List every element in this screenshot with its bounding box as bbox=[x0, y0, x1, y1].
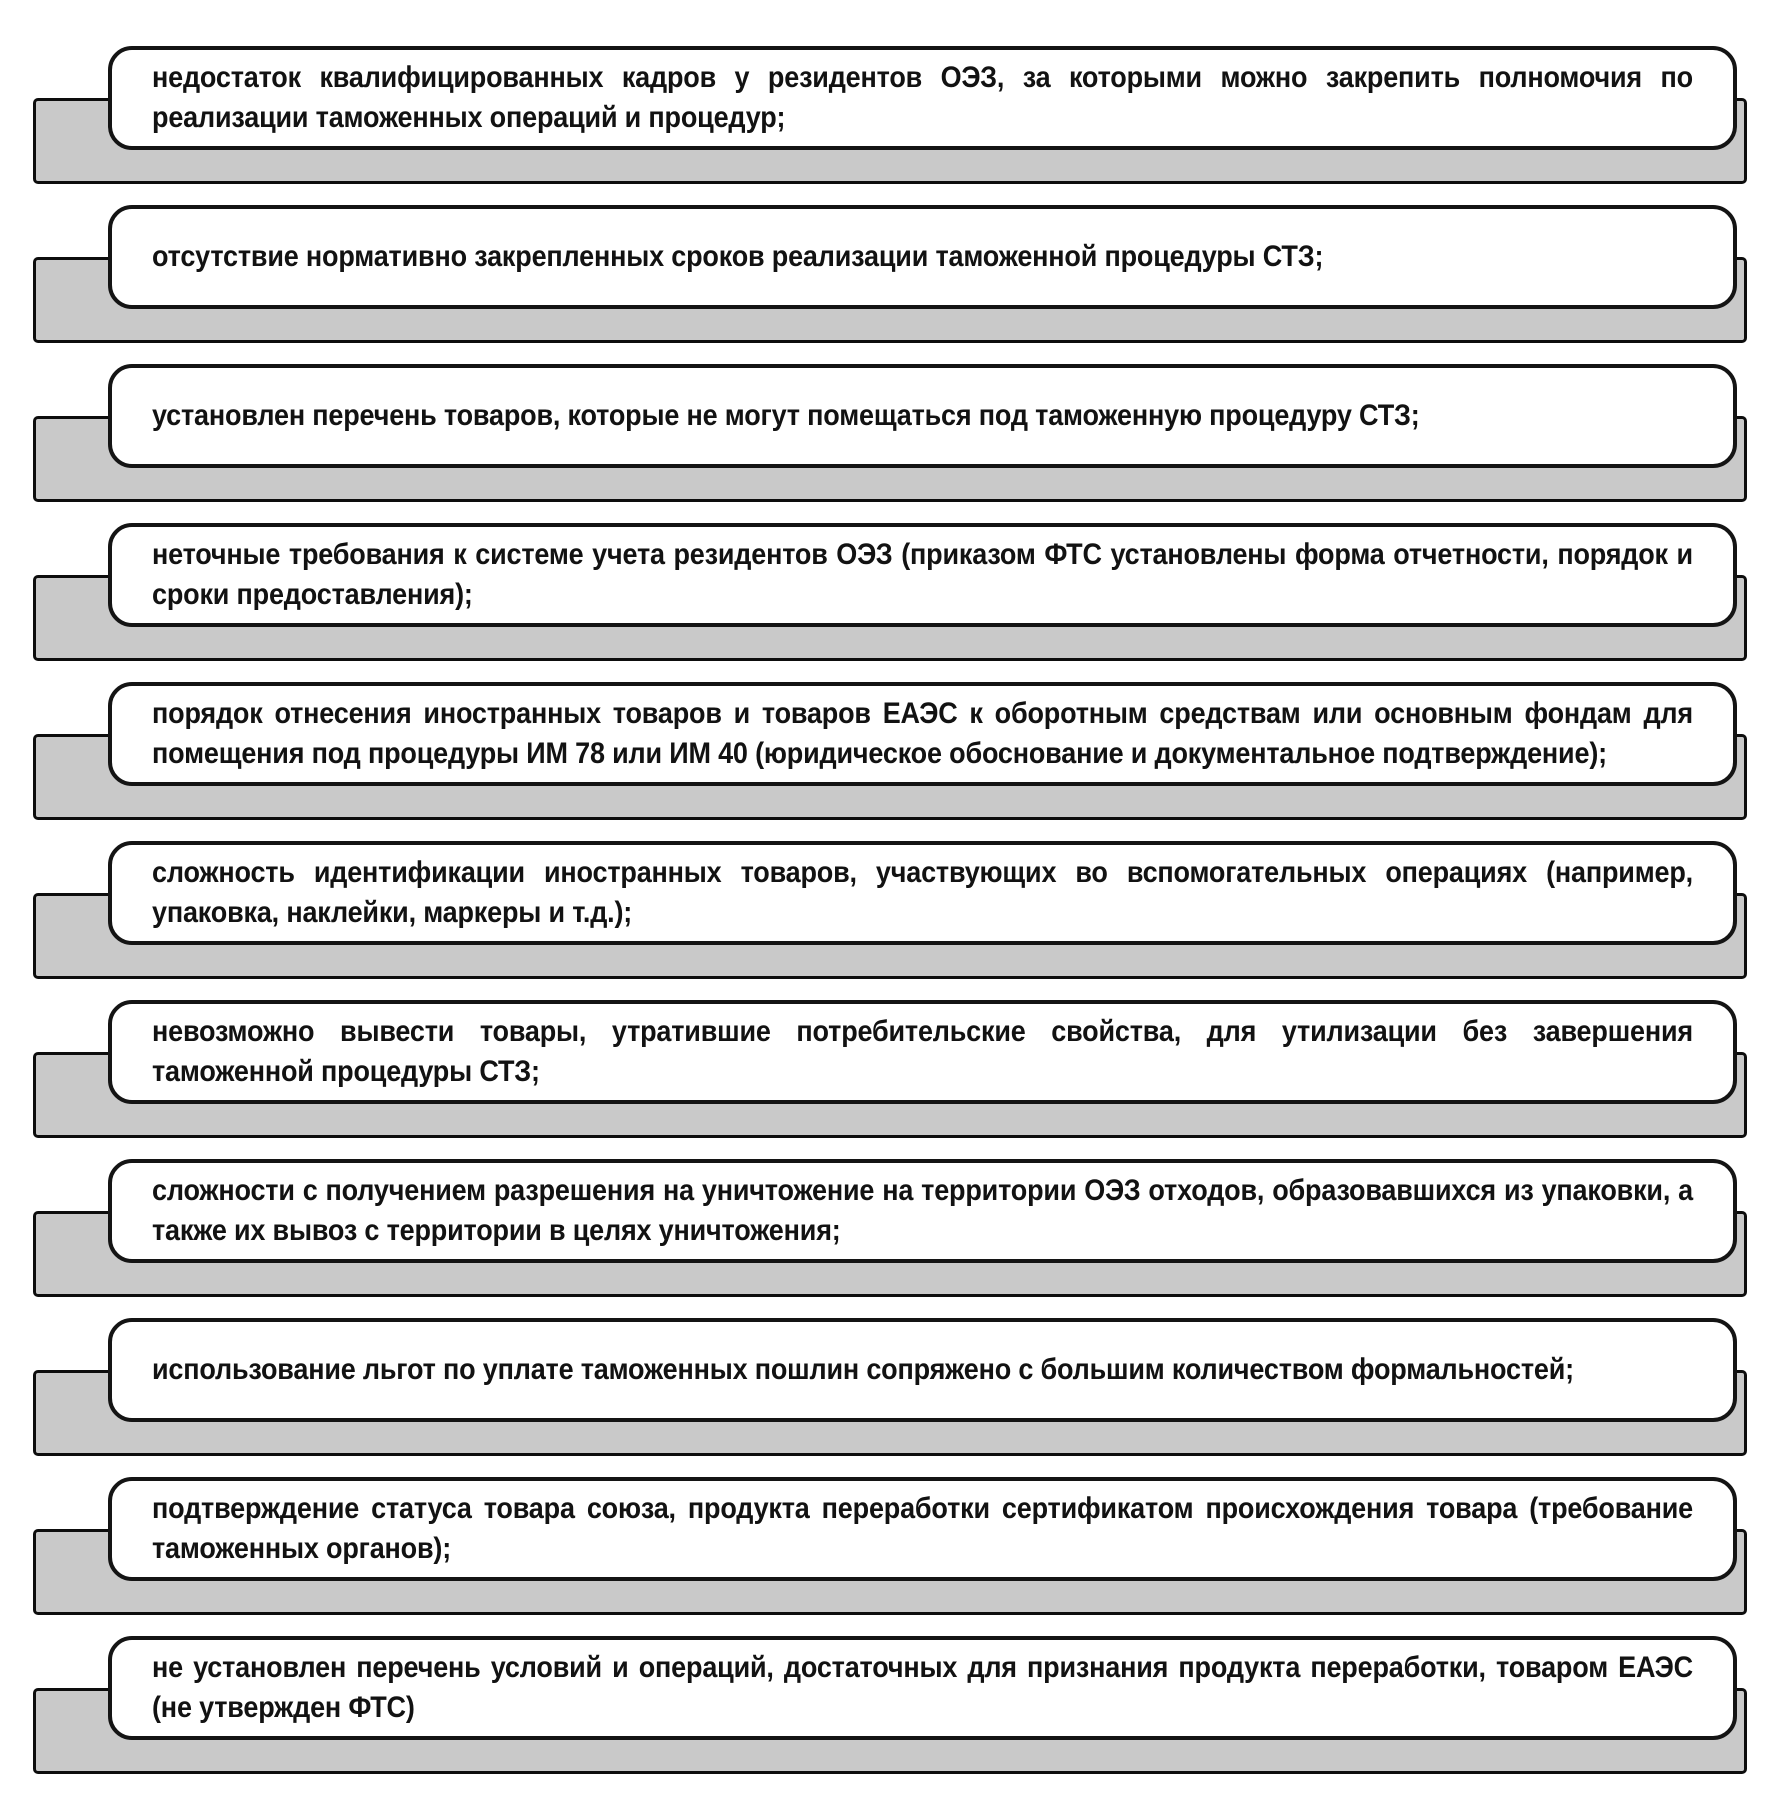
list-item bbox=[33, 1000, 1747, 1138]
item-text: использование льгот по уплате таможенных пошлин сопряжено с большим количеством формальностей; bbox=[152, 1353, 1574, 1386]
item-text: не установлен перечень условий и операций, достаточных для признания продукта переработки, товаром ЕАЭС (не утвержден ФТС) bbox=[152, 1651, 1693, 1724]
list-item bbox=[33, 205, 1747, 343]
item-box bbox=[108, 1159, 1737, 1263]
item-box bbox=[108, 682, 1737, 786]
item-text: порядок отнесения иностранных товаров и товаров ЕАЭС к оборотным средствам или основным фондам для помещения под процедуры ИМ 78 или ИМ 40 (юридическое обоснование и документальное подтверждение); bbox=[152, 697, 1693, 770]
item-text: сложности с получением разрешения на уничтожение на территории ОЭЗ отходов, образовавшихся из упаковки, а также их вывоз с территории в целях уничтожения; bbox=[152, 1174, 1693, 1247]
item-box bbox=[108, 1636, 1737, 1740]
item-text: неточные требования к системе учета резидентов ОЭЗ (приказом ФТС установлены форма отчетности, порядок и сроки предоставления); bbox=[152, 538, 1693, 611]
item-box bbox=[108, 205, 1737, 309]
list-item bbox=[33, 523, 1747, 661]
list-item bbox=[33, 1636, 1747, 1774]
list-item bbox=[33, 1318, 1747, 1456]
item-text: подтверждение статуса товара союза, продукта переработки сертификатом происхождения товара (требование таможенных органов); bbox=[152, 1492, 1693, 1565]
item-box bbox=[108, 1000, 1737, 1104]
list-item bbox=[33, 1477, 1747, 1615]
item-box bbox=[108, 46, 1737, 150]
item-text: невозможно вывести товары, утратившие потребительские свойства, для утилизации без завершения таможенной процедуры СТЗ; bbox=[152, 1015, 1693, 1088]
item-box bbox=[108, 364, 1737, 468]
item-box bbox=[108, 841, 1737, 945]
item-box bbox=[108, 523, 1737, 627]
item-box bbox=[108, 1318, 1737, 1422]
item-text: сложность идентификации иностранных товаров, участвующих во вспомогательных операциях (например, упаковка, наклейки, маркеры и т.д.); bbox=[152, 856, 1693, 929]
list-item bbox=[33, 46, 1747, 184]
item-box bbox=[108, 1477, 1737, 1581]
list-item bbox=[33, 682, 1747, 820]
item-text: недостаток квалифицированных кадров у резидентов ОЭЗ, за которыми можно закрепить полномочия по реализации таможенных операций и процедур; bbox=[152, 61, 1693, 134]
list-item bbox=[33, 841, 1747, 979]
list-item bbox=[33, 364, 1747, 502]
item-text: установлен перечень товаров, которые не могут помещаться под таможенную процедуру СТЗ; bbox=[152, 399, 1420, 432]
item-text: отсутствие нормативно закрепленных сроков реализации таможенной процедуры СТЗ; bbox=[152, 240, 1324, 273]
list-item bbox=[33, 1159, 1747, 1297]
